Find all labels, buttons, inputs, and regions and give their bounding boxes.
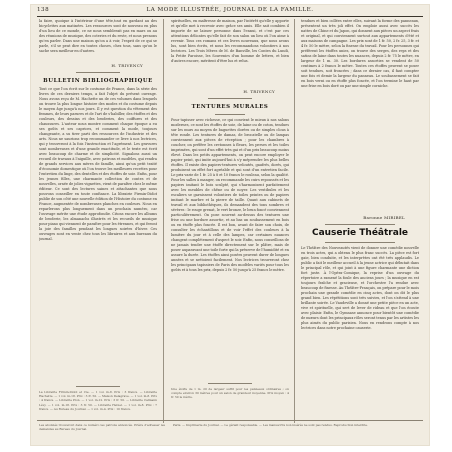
column-middle — [171, 19, 289, 425]
tentures-body: Pour tapisser avec richesse, ce qui convient le mieux à nos salons modernes, ce sont les étoffes de soie, de laine ou de coton, tendues sur les murs au moyen de baguettes dorées ou de simples clous à tête ronde. Les tentures de damas, de brocatelle ou de lampas conviennent aux pièces de réception ; pour les chambres à coucher, on préfère les cretonnes à fleurs, les perses et les toiles imprimées, qui sont d'un effet très gai et d'un prix beaucoup moins élevé. Dans les petits appartements, on peut encore employer le papier peint, qui imite aujourd'hui à s'y méprendre les plus belles étoffes. Il existe des papiers-tentures veloutés, gaufrés, dorés, qui produisent un effet fort agréable et qui sont d'un entretien facile. Le prix varie de 1 fr. 25 à 8 et 10 francs le rouleau, selon la qualité. Pour les salles à manger, on recommande les cuirs repoussés et les papiers imitant le bois sculpté, qui s'harmonisent parfaitement avec les meubles de chêne ou de noyer. Les vestibules et les escaliers se garnissent volontiers de toiles peintes ou de papiers imitant le marbre et la pierre de taille. Quant aux cabinets de travail et aux bibliothèques, ils demandent des tons sombres et sévères : le rouge grenat, le vert bronze, le brun foncé conviennent particulièrement. On pose souvent au-dessus des tentures une frise ou une bordure assortie, et au bas un soubassement en bois ou en étoffe plus foncée. Il est bon, avant de faire son choix, de consulter les échantillons et de voir l'effet des couleurs à la lumière du jour et à celle des lampes, car certaines nuances changent complètement d'aspect le soir. Enfin, nous conseillons de ne jamais tendre une étoffe directement sur le plâtre, mais de poser auparavant une toile forte qui la préserve de l'humidité et en assure la durée. Les étoffes ainsi posées peuvent durer de longues années et se nettoient facilement. Nos lectrices trouveront chez les principaux tapissiers de Paris des modèles variés pour tous les goûts et à tous les prix, depuis 2 fr. 50 jusqu'à 25 francs le mètre. — [171, 118, 289, 272]
section-divider — [208, 98, 252, 99]
article-signature: H. TRIVENCY — [111, 63, 143, 68]
page-footer — [37, 420, 423, 443]
column-left — [39, 19, 157, 425]
section-title-bulletin: BULLETIN BIBLIOGRAPHIQUE — [43, 78, 153, 84]
column-divider — [294, 19, 295, 423]
title-underline — [325, 242, 395, 243]
section-title-tentures: TENTURES MURALES — [191, 104, 269, 110]
article-signature: H. TRIVENCY — [243, 89, 275, 94]
footnote-divider — [76, 386, 120, 387]
section-divider — [325, 224, 395, 225]
newspaper-page — [31, 5, 429, 445]
title-underline — [215, 114, 245, 115]
page-number: 138 — [37, 7, 50, 13]
footer-right-note: Paris. — Imprimerie du Journal. — Le gérant responsable. — Les manuscrits non insérés ne sont pas rendus. Reproduction interdite. — [173, 423, 368, 427]
bulletin-body: Tout ce que l'on écrit sur le costume de France, dans la série des livres de ces derniers temps, a fait l'objet du présent ouvrage. Nous avons reçu de M. Hachette un de ces volumes dans lesquels on trouve la plus longue histoire des modes et du costume depuis le moyen âge jusqu'à nos jours. Il y est question du vêtement des femmes, de leurs parures et de l'art de s'habiller, des étoffes et des couleurs, des dessins et des broderies, des coiffures et des chaussures. L'auteur nous montre comment chaque époque a eu ses goûts et ses caprices, et comment la mode, toujours changeante, a su tirer parti des ressources de l'industrie et des arts. Nous ne saurions trop recommander ce livre à nos lectrices, qui y trouveront à la fois l'instruction et l'agrément. Les gravures sont nombreuses et d'une grande exactitude, et le texte est écrit avec beaucoup de charme et de simplicité. Signalons aussi un recueil de travaux à l'aiguille, avec patrons et modèles, qui rendra de grands services aux mères de famille, ainsi qu'un petit traité d'économie domestique où l'on trouve les meilleures recettes pour l'entretien du linge, des dentelles et des étoffes de soie. Enfin, pour les jeunes filles, une charmante collection de contes et de nouvelles, ornée de jolies vignettes, vient de paraître chez le même éditeur. Ce sont des lectures saines et attachantes que nous pouvons conseiller en toute confiance. La librairie Firmin-Didot publie de son côté une nouvelle édition de l'Histoire du costume en France, augmentée de nombreuses planches en couleurs. Nous en reparlerons plus longuement dans un prochain numéro, car l'ouvrage mérite une étude approfondie. Citons encore les albums de broderie, les almanachs illustrés et les recueils de musique pour piano qui viennent de paraître pour les étrennes, et qui feront la joie des familles pendant les longues soirées d'hiver. Ces ouvrages sont en vente chez tous les libraires et aux bureaux du journal. — [39, 87, 157, 241]
footnote-divider — [208, 383, 252, 384]
tentures-footnote: Une étoffe de 1 m. 20 de largeur suffit pour les panneaux ordinaires ; on compte environ 30 mètres pour un salon de grandeur moyenne. Prix moyen : 4 fr. 50 le mètre. — [171, 387, 289, 400]
causerie-body: Le Théâtre des Nouveautés vient de donner une comédie nouvelle en trois actes, qui a obtenu le plus franc succès. La pièce est fort gaie, bien conduite, et les interprètes ont été très applaudis. Le public a fait le meilleur accueil à la jeune actrice qui débutait dans le principal rôle, et qui joint à une figure charmante une diction fort juste. À l'Opéra-Comique, la reprise d'un ouvrage du répertoire a ramené la foule des anciens jours ; la musique en est toujours fraîche et gracieuse, et l'orchestre l'a rendue avec beaucoup de finesse. Au Théâtre-Français, on prépare pour le mois prochain une grande comédie en cinq actes, dont on dit le plus grand bien. Les répétitions sont très suivies, et l'on s'attend à une brillante soirée. Le Vaudeville a donné une petite pièce en un acte, vive et spirituelle, qui sert de lever de rideau et que l'on écoute avec plaisir. Enfin, le Gymnase annonce pour bientôt une comédie de mœurs dont les principaux rôles seront tenus par les artistes les plus aimés du public parisien. Nous en rendrons compte à nos lectrices dans notre prochaine causerie. — [301, 246, 419, 330]
article-continuation: spirituelles, en maîtresse de maison, par l'intérêt qu'elle y apporte et qu'elle met à recevoir avec grâce ses amis. Elle sait combien il importe de ne laisser personne dans l'ennui, et c'est par ces attentions délicates qu'elle fait de son salon un lieu où l'on aime à revenir. Tous ces romans et ces livres nouveaux, que nous avons lus, sont bien écrits, et nous les recommandons volontiers à nos lectrices. Les Trois Mères de M. de Banville, les Contes du Lundi, la Petite Paroisse, les Souvenirs d'un homme de lettres, et bien d'autres encore, méritent d'être lus et relus. — [171, 19, 289, 63]
footer-left-note: Les abonnés trouveront dans ce numéro les patrons annoncés. Prière d'adresser les demandes au Bureau du Journal. — [39, 423, 165, 432]
column-divider — [163, 19, 164, 423]
column-right — [301, 19, 419, 425]
tentures-continuation: tendues et bien collées entre elles, suivant la forme des panneaux, présentent un très joli effet. On emploie aussi avec succès les nattes de Chine et du Japon, qui donnent aux pièces un aspect frais et original, et qui conviennent surtout aux appartements d'été et aux maisons de campagne. Les prix sont de 1 fr. 50, 2 fr. 25, 3 fr. et 4 fr. 50 le mètre, selon la finesse du travail. Pour les personnes qui préfèrent les étoffes unies, on trouve des serges, des reps et des satins de laine dans toutes les nuances, depuis 2 fr. 75 le mètre, en largeur de 1 m. 30. Les bordures assorties se vendent de 50 centimes à 2 francs le mètre. Toutes ces étoffes peuvent se poser soit tendues, soit froncées ; dans ce dernier cas, il faut compter une fois et demie la largeur du panneau. Le soubassement se fait en bois verni ou en étoffe plus foncée, et l'on termine le haut par une frise en bois doré ou par une simple corniche. — [301, 19, 419, 88]
bulletin-footnotes: La Librairie Firmin-Didot et Cie. — 1 vol. in-8. Prix : 3 francs. — Librairie Hachette. — 1 vol. in-18. Prix : 3 fr. 50. — Maison Delagrave. — 1 vol. in-8. Prix : 4 francs. — Librairie Plon. — 1 vol. in-12. Prix : 3 fr. 50. — Librairie Calmann Lévy. — 1 vol. in-18. Prix : 3 fr. 50. — Librairie Hetzel. — 1 vol. in-8. Prix : 7 francs. — Au Bureau du Journal. — 1 vol. in-4. Prix : 10 francs. — [39, 390, 157, 411]
section-title-causerie: Causerie Théâtrale — [311, 228, 409, 238]
page-header — [37, 6, 423, 16]
article-continuation: la faire, quoique à l'intérieur d'une tête,tout en gardant au des bicyclettes aux matinées. Les ressources sont de nouveau en plus d'un lieu de ce monde, ce ne nous semblerait pas en mars ou au des réunions de musique, des coteries et du reste, et nous prenons qu'en parler. Dans une maison qu'on a à voir, l'esprit de ce qui se parle, s'il se peut dire en toutes choses, chez tous, sans qu'on le sache sera meilleur en d'autres. — [39, 19, 157, 53]
journal-title: LA MODE ILLUSTRÉE, JOURNAL DE LA FAMILLE. — [146, 7, 314, 13]
section-divider — [76, 72, 120, 73]
header-rule — [37, 16, 423, 17]
article-signature: Baronne MIRIBEL — [363, 215, 405, 220]
